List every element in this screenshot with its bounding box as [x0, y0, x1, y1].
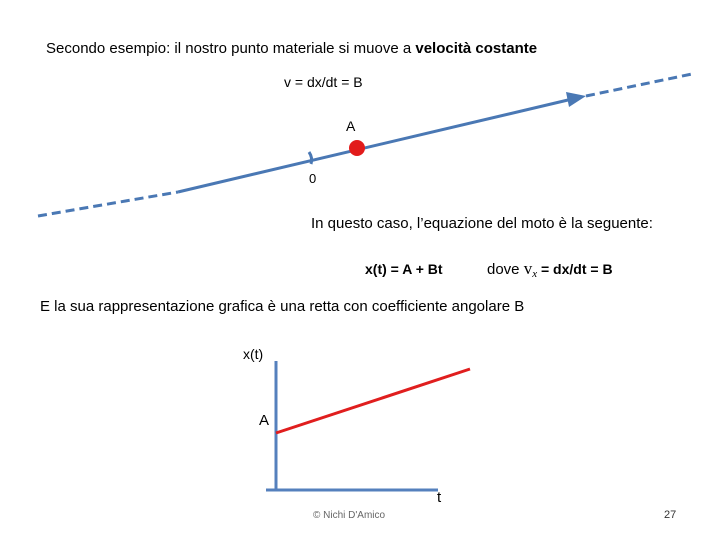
velocity-definition	[487, 259, 613, 280]
point-a-label: A	[346, 118, 356, 134]
origin-label: 0	[309, 171, 317, 186]
trajectory-solid	[178, 100, 568, 192]
slide-title	[46, 40, 537, 57]
velocity-formula: v = dx/dt = B	[284, 74, 363, 90]
trajectory-dashed-right	[586, 74, 692, 96]
velocity-subscript: x	[532, 268, 538, 280]
trajectory-dashed-left	[38, 192, 178, 216]
intercept-label: A	[259, 412, 270, 429]
footer-credit: © Nichi D'Amico	[313, 510, 386, 521]
title-emphasis: velocità costante	[415, 40, 538, 57]
motion-equation: x(t) = A + Bt	[365, 261, 443, 277]
graph-description: E la sua rappresentazione grafica è una retta con coefficiente angolare B	[40, 298, 525, 315]
title-prefix: Secondo esempio: il nostro punto materiale si muove a	[46, 40, 416, 57]
intro-text: In questo caso, l’equazione del moto è la seguente:	[311, 215, 653, 232]
position-time-line	[276, 369, 470, 433]
x-axis-label: t	[437, 489, 442, 506]
point-a-marker	[349, 140, 365, 156]
page-number: 27	[664, 509, 677, 521]
where-rest: = dx/dt = B	[537, 261, 613, 277]
y-axis-label: x(t)	[243, 346, 264, 362]
where-prefix: dove	[487, 261, 524, 278]
velocity-symbol: v	[523, 259, 533, 278]
trajectory-arrowhead	[566, 92, 586, 107]
